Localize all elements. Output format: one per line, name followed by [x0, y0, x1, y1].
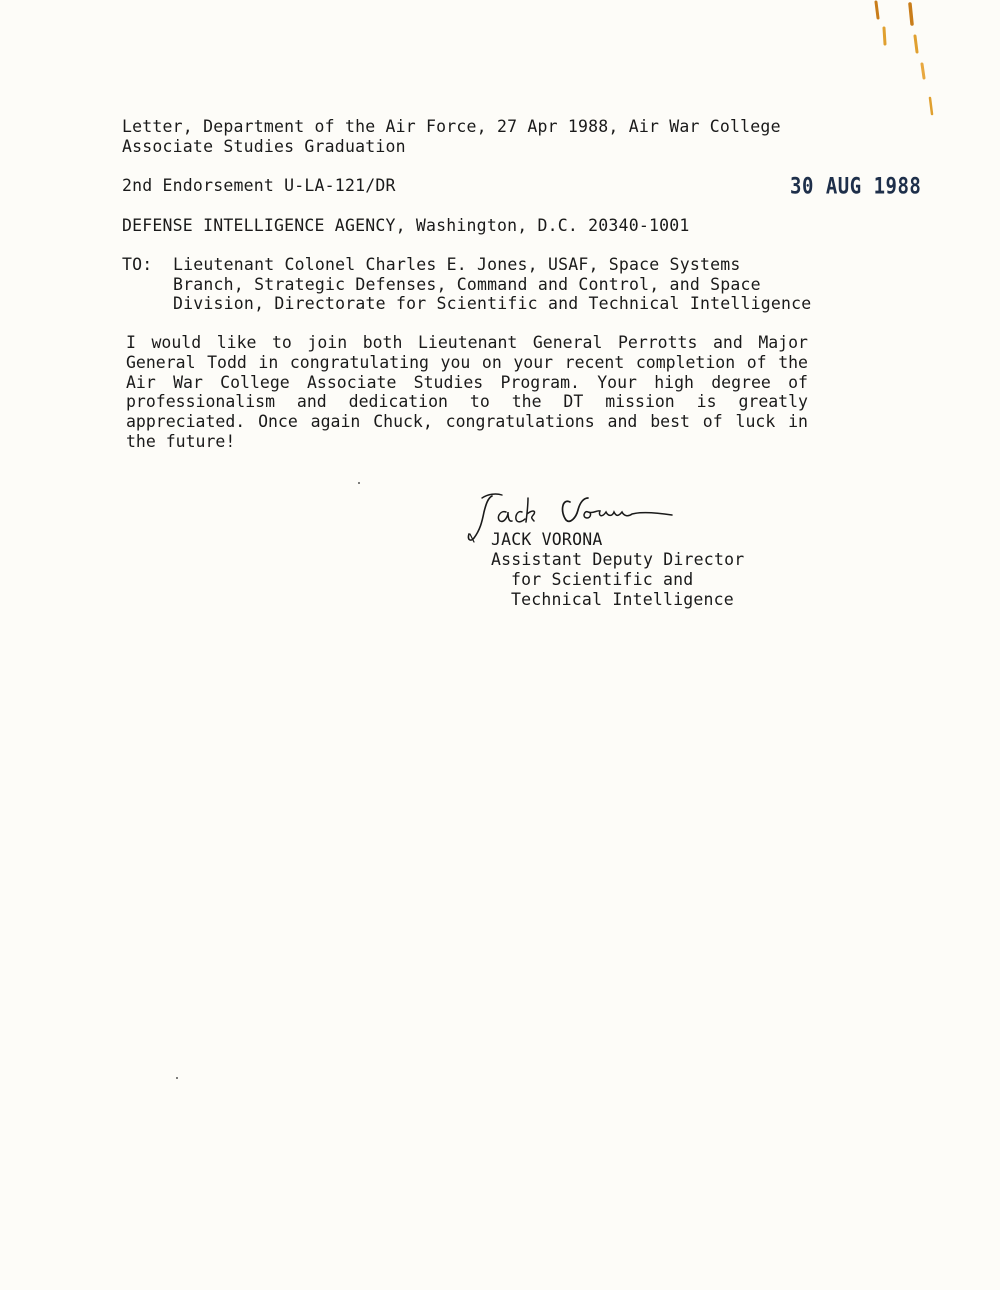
recipient-line-3: Division, Directorate for Scientific and Technical Intelligence [173, 294, 812, 313]
scan-speck [358, 482, 360, 484]
rust-stain-mark [900, 0, 940, 130]
signer-title-1: Assistant Deputy Director [491, 550, 745, 569]
endorsement-line: 2nd Endorsement U-LA-121/DR [122, 176, 396, 195]
date-stamp: 30 AUG 1988 [790, 174, 922, 200]
recipient-line-1: Lieutenant Colonel Charles E. Jones, USAF, Space Systems [173, 255, 741, 274]
signer-name: JACK VORONA [491, 530, 603, 549]
signer-title-3: Technical Intelligence [511, 590, 734, 609]
scan-speck [176, 1077, 178, 1079]
recipient-line-2: Branch, Strategic Defenses, Command and Control, and Space [173, 275, 761, 294]
signer-title-2: for Scientific and [511, 570, 694, 589]
to-label: TO: [122, 255, 153, 274]
agency-line: DEFENSE INTELLIGENCE AGENCY, Washington, D.C. 20340-1001 [122, 216, 690, 235]
body-paragraph: I would like to join both Lieutenant General Perrotts and Major General Todd in congratulating you on your recent completion of the Air War College Associate Studies Program. Your high degree of professionalism and dedication to the DT mission is greatly appreciated. Once again Chuck, congratulations and best of luck in the future! [126, 333, 808, 451]
reference-line-1: Letter, Department of the Air Force, 27 Apr 1988, Air War College [122, 117, 781, 136]
reference-line-2: Associate Studies Graduation [122, 137, 406, 156]
